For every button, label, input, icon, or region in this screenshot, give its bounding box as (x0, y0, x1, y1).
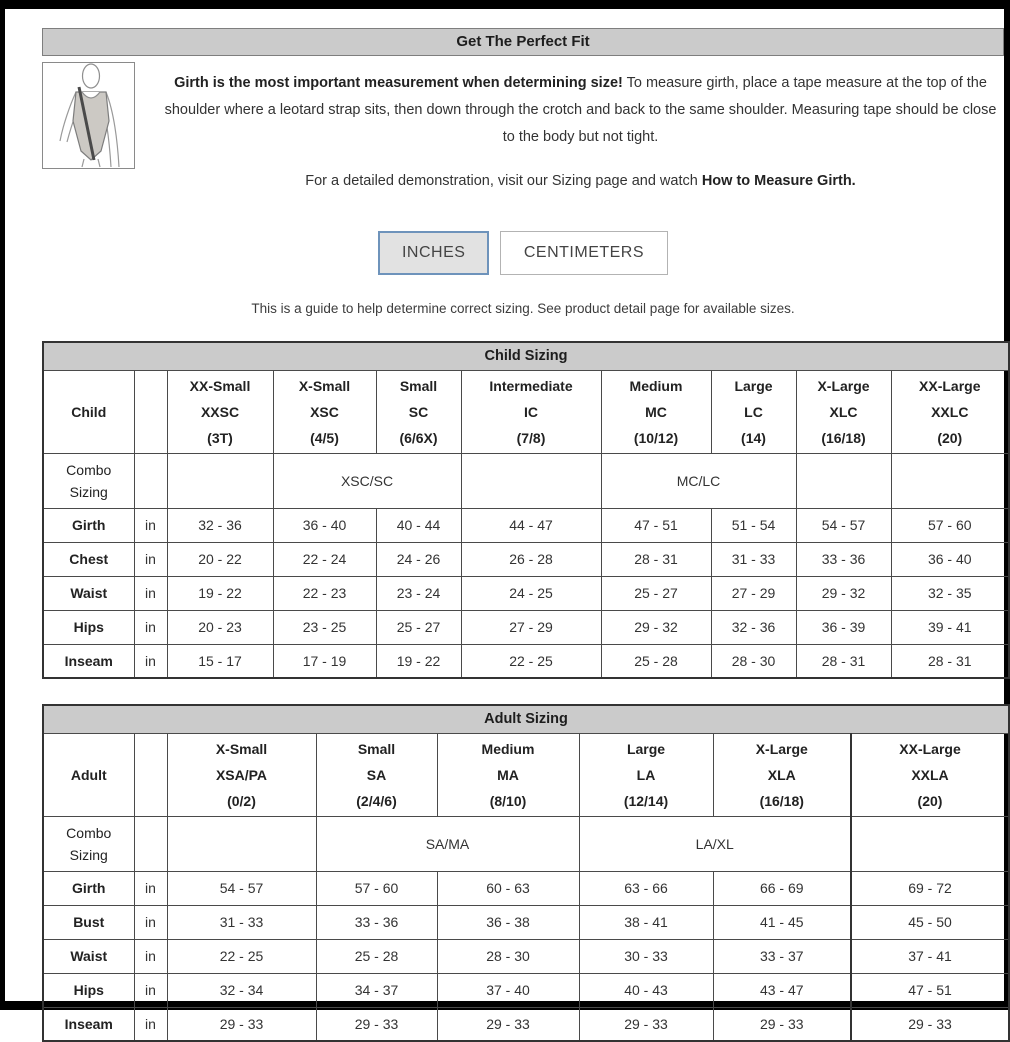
value-cell: 29 - 32 (601, 610, 711, 644)
value-cell: 47 - 51 (851, 973, 1009, 1007)
value-cell: 36 - 40 (891, 542, 1009, 576)
unit-header-cell (134, 370, 167, 453)
value-cell: 25 - 28 (601, 644, 711, 678)
value-cell: 63 - 66 (579, 871, 713, 905)
value-cell: 60 - 63 (437, 871, 579, 905)
value-cell: 37 - 40 (437, 973, 579, 1007)
value-cell: 29 - 33 (713, 1007, 851, 1041)
combo-xsc-sc: XSC/SC (273, 453, 461, 508)
centimeters-button[interactable]: CENTIMETERS (500, 231, 668, 275)
value-cell: 20 - 22 (167, 542, 273, 576)
combo-la-xl: LA/XL (579, 816, 851, 871)
value-cell: 39 - 41 (891, 610, 1009, 644)
child-combo-row (43, 453, 1009, 508)
combo-sizing-label: Combo Sizing (43, 453, 134, 508)
value-cell: 19 - 22 (376, 644, 461, 678)
row-label: Inseam (43, 1007, 134, 1041)
col-intermediate: Intermediate IC (7/8) (461, 370, 601, 453)
value-cell: 23 - 24 (376, 576, 461, 610)
combo-sa-ma: SA/MA (316, 816, 579, 871)
value-cell: 28 - 30 (437, 939, 579, 973)
row-label: Chest (43, 542, 134, 576)
adult-hips-row (43, 973, 1009, 1007)
value-cell: 22 - 24 (273, 542, 376, 576)
adult-inseam-row (43, 1007, 1009, 1041)
value-cell: 15 - 17 (167, 644, 273, 678)
value-cell: 29 - 33 (167, 1007, 316, 1041)
adult-combo-row (43, 816, 1009, 871)
value-cell: 32 - 34 (167, 973, 316, 1007)
value-cell: 30 - 33 (579, 939, 713, 973)
unit-cell: in (134, 871, 167, 905)
adult-sizing-table (42, 704, 1010, 1042)
value-cell: 54 - 57 (796, 508, 891, 542)
unit-cell: in (134, 973, 167, 1007)
demo-note (163, 173, 998, 189)
adult-girth-row (43, 871, 1009, 905)
value-cell: 69 - 72 (851, 871, 1009, 905)
page-title: Get The Perfect Fit (42, 28, 1004, 56)
value-cell: 57 - 60 (316, 871, 437, 905)
value-cell: 36 - 38 (437, 905, 579, 939)
value-cell: 33 - 37 (713, 939, 851, 973)
value-cell: 32 - 36 (711, 610, 796, 644)
child-hips-row (43, 610, 1009, 644)
col-small: Small SA (2/4/6) (316, 733, 437, 816)
child-corner-label: Child (43, 370, 134, 453)
value-cell: 25 - 27 (376, 610, 461, 644)
unit-header-cell (134, 733, 167, 816)
value-cell: 66 - 69 (713, 871, 851, 905)
adult-corner-label: Adult (43, 733, 134, 816)
value-cell: 27 - 29 (461, 610, 601, 644)
value-cell: 28 - 31 (601, 542, 711, 576)
value-cell: 34 - 37 (316, 973, 437, 1007)
value-cell: 29 - 33 (316, 1007, 437, 1041)
row-label: Bust (43, 905, 134, 939)
value-cell: 47 - 51 (601, 508, 711, 542)
value-cell: 17 - 19 (273, 644, 376, 678)
value-cell: 57 - 60 (891, 508, 1009, 542)
col-x-small: X-Small XSA/PA (0/2) (167, 733, 316, 816)
unit-cell: in (134, 939, 167, 973)
girth-instructions-bold: Girth is the most important measurement when determining size! (174, 75, 623, 91)
col-medium: Medium MC (10/12) (601, 370, 711, 453)
col-medium: Medium MA (8/10) (437, 733, 579, 816)
value-cell: 32 - 36 (167, 508, 273, 542)
child-table-title-row (43, 342, 1009, 370)
value-cell: 28 - 31 (891, 644, 1009, 678)
adult-waist-row (43, 939, 1009, 973)
unit-cell: in (134, 508, 167, 542)
value-cell: 51 - 54 (711, 508, 796, 542)
value-cell: 44 - 47 (461, 508, 601, 542)
col-xx-large: XX-Large XXLA (20) (851, 733, 1009, 816)
value-cell: 37 - 41 (851, 939, 1009, 973)
value-cell: 22 - 25 (167, 939, 316, 973)
value-cell: 40 - 43 (579, 973, 713, 1007)
leotard-girth-diagram (42, 62, 135, 169)
col-xx-large: XX-Large XXLC (20) (891, 370, 1009, 453)
child-waist-row (43, 576, 1009, 610)
value-cell: 19 - 22 (167, 576, 273, 610)
girth-instructions (163, 70, 998, 151)
value-cell: 36 - 39 (796, 610, 891, 644)
value-cell: 33 - 36 (796, 542, 891, 576)
child-header-row (43, 370, 1009, 453)
unit-cell: in (134, 542, 167, 576)
child-chest-row (43, 542, 1009, 576)
value-cell: 31 - 33 (711, 542, 796, 576)
col-xx-small: XX-Small XXSC (3T) (167, 370, 273, 453)
row-label: Hips (43, 610, 134, 644)
sizing-guide-page (5, 9, 1004, 1042)
inches-button[interactable]: INCHES (378, 231, 489, 275)
row-label: Waist (43, 576, 134, 610)
value-cell: 22 - 25 (461, 644, 601, 678)
col-large: Large LC (14) (711, 370, 796, 453)
leotard-figure-icon (43, 63, 134, 168)
value-cell: 26 - 28 (461, 542, 601, 576)
value-cell: 28 - 30 (711, 644, 796, 678)
value-cell: 22 - 23 (273, 576, 376, 610)
value-cell: 28 - 31 (796, 644, 891, 678)
row-label: Hips (43, 973, 134, 1007)
row-label: Girth (43, 871, 134, 905)
value-cell: 29 - 32 (796, 576, 891, 610)
value-cell: 24 - 26 (376, 542, 461, 576)
unit-cell: in (134, 1007, 167, 1041)
unit-toggle (42, 231, 1004, 275)
value-cell: 24 - 25 (461, 576, 601, 610)
value-cell: 36 - 40 (273, 508, 376, 542)
value-cell: 20 - 23 (167, 610, 273, 644)
value-cell: 23 - 25 (273, 610, 376, 644)
demo-note-bold: How to Measure Girth. (701, 173, 856, 189)
child-table-title: Child Sizing (43, 342, 1009, 370)
adult-header-row (43, 733, 1009, 816)
value-cell: 32 - 35 (891, 576, 1009, 610)
col-x-small: X-Small XSC (4/5) (273, 370, 376, 453)
value-cell: 31 - 33 (167, 905, 316, 939)
value-cell: 25 - 27 (601, 576, 711, 610)
row-label: Waist (43, 939, 134, 973)
adult-table-title-row (43, 705, 1009, 733)
child-girth-row (43, 508, 1009, 542)
value-cell: 29 - 33 (579, 1007, 713, 1041)
value-cell: 43 - 47 (713, 973, 851, 1007)
intro-section (42, 62, 1004, 189)
value-cell: 38 - 41 (579, 905, 713, 939)
combo-mc-lc: MC/LC (601, 453, 796, 508)
demo-note-prefix: For a detailed demonstration, visit our Sizing page and watch (305, 173, 702, 189)
adult-table-title: Adult Sizing (43, 705, 1009, 733)
unit-cell: in (134, 576, 167, 610)
value-cell: 41 - 45 (713, 905, 851, 939)
col-small: Small SC (6/6X) (376, 370, 461, 453)
guide-note: This is a guide to help determine correct sizing. See product detail page for available sizes. (251, 301, 795, 316)
combo-sizing-label: Combo Sizing (43, 816, 134, 871)
value-cell: 40 - 44 (376, 508, 461, 542)
row-label: Inseam (43, 644, 134, 678)
child-sizing-table (42, 341, 1010, 679)
girth-instructions-rest: To measure girth, place a tape measure at the top of the shoulder where a leotard strap sits, then down through the crotch and back to the same shoulder. Measuring tape should be close to the body but not tight. (164, 75, 997, 145)
value-cell: 29 - 33 (851, 1007, 1009, 1041)
col-x-large: X-Large XLC (16/18) (796, 370, 891, 453)
col-large: Large LA (12/14) (579, 733, 713, 816)
adult-bust-row (43, 905, 1009, 939)
value-cell: 29 - 33 (437, 1007, 579, 1041)
value-cell: 27 - 29 (711, 576, 796, 610)
value-cell: 33 - 36 (316, 905, 437, 939)
unit-cell: in (134, 610, 167, 644)
col-x-large: X-Large XLA (16/18) (713, 733, 851, 816)
value-cell: 54 - 57 (167, 871, 316, 905)
value-cell: 25 - 28 (316, 939, 437, 973)
unit-cell: in (134, 644, 167, 678)
child-inseam-row (43, 644, 1009, 678)
row-label: Girth (43, 508, 134, 542)
unit-cell: in (134, 905, 167, 939)
intro-text (135, 62, 1004, 189)
value-cell: 45 - 50 (851, 905, 1009, 939)
